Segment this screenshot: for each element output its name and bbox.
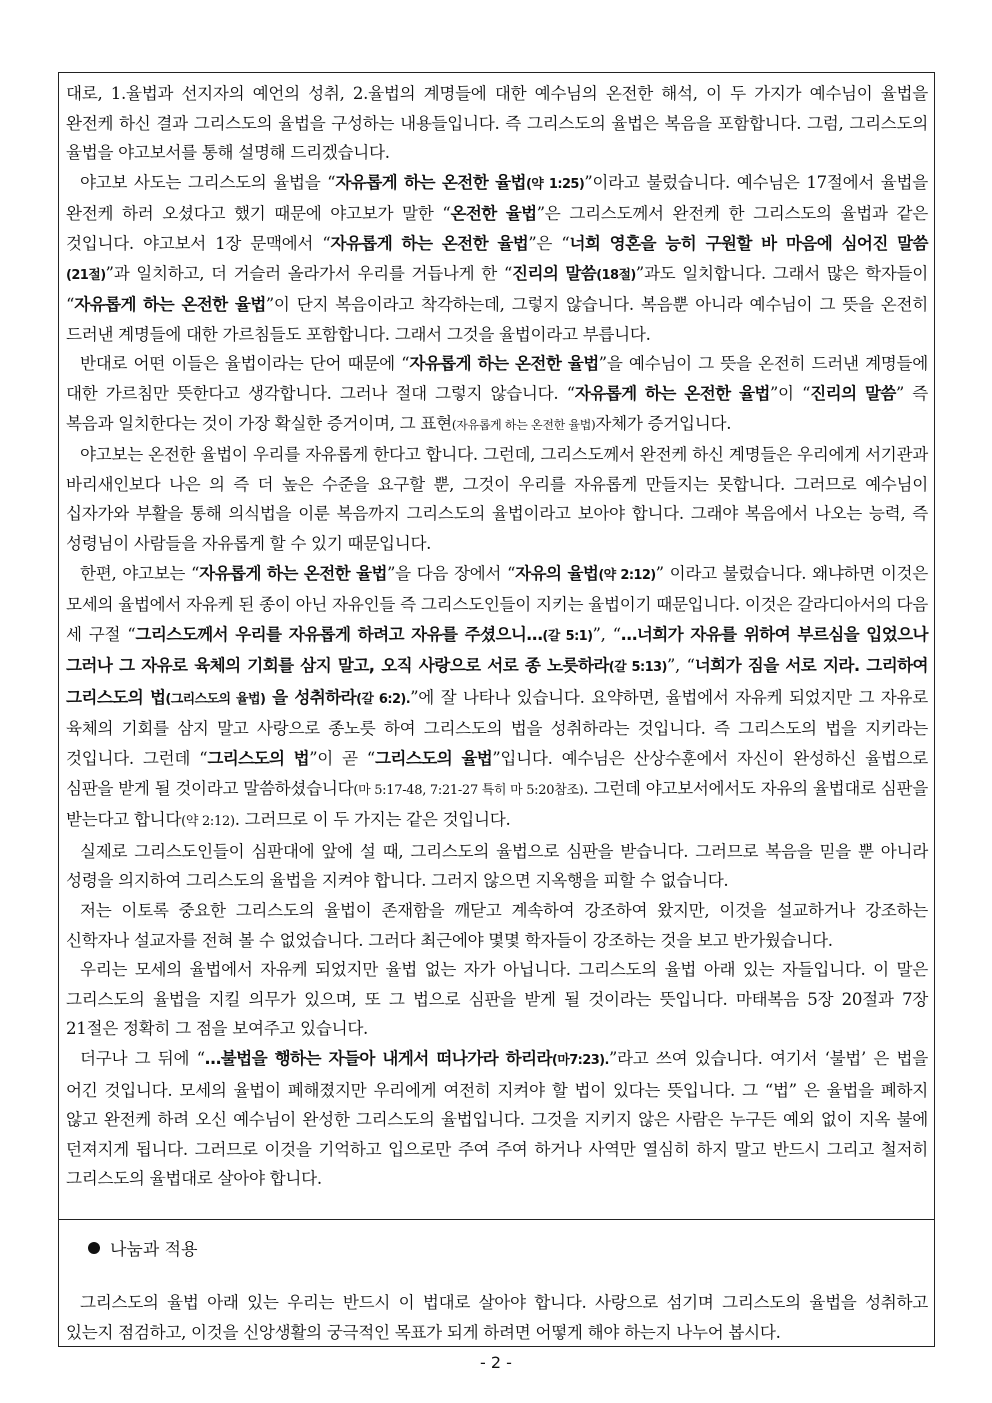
body-paragraph — [66, 896, 928, 955]
paragraph-text: ”은 “ — [528, 233, 570, 253]
paragraph-text: ”과도 일치합니다. 그래서 많은 학자들이 “ — [66, 263, 928, 315]
bullet-icon — [88, 1242, 100, 1254]
section-divider — [58, 1219, 935, 1220]
paragraph-text: ” 즉 복음과 일치한다는 것이 가장 확실한 증거이며, 그 표현 — [66, 383, 928, 433]
paragraph-text: 야고보는 온전한 율법이 우리를 자유롭게 한다고 합니다. 그런데, 그리스도께서 완전케 하신 계명들은 우리에게 서기관과 바리새인보다 나은 의 즉 더 높은 수준을 요구할 뿐, 그것이 우리를 자유롭게 만들지는 못합니다. 그러므로 예수님이 십자가와 부활을 통해 의식법을 이룬 복음까지 그리스도의 율법이라고 보아야 합니다. 그래야 복음에서 나오는 능력, 즉 성령님이 사람들을 자유롭게 할 수 있기 때문입니다. — [66, 445, 928, 553]
main-text-body — [66, 79, 928, 1194]
emphasis-text: 진리의 말씀 — [810, 383, 896, 403]
reference-text: (마 5:17-48, 7:21-27 특히 마 5:20참조) — [353, 782, 584, 798]
emphasis-text: (약 2:12) — [598, 567, 656, 583]
emphasis-text: 그리스도께서 우리를 자유롭게 하려고 자유를 주셨으니… — [135, 624, 543, 644]
emphasis-text: (그리스도의 율법) — [165, 691, 266, 707]
section-heading — [88, 1235, 198, 1265]
paragraph-text: ” 이라고 불렀습니다. 왜냐하면 이것은 모세의 율법에서 자유케 된 종이 아닌 자유인들 즉 그리스도인들이 지키는 율법이기 때문입니다. 이것은 갈라디아서의 다음 세 구절 “ — [66, 563, 929, 644]
body-paragraph — [66, 440, 928, 558]
paragraph-text: ”, “ — [592, 624, 621, 644]
body-paragraph — [66, 955, 928, 1044]
emphasis-text: (갈 6:2). — [356, 691, 411, 707]
body-paragraph — [66, 559, 928, 837]
paragraph-text: ”에 잘 나타나 있습니다. 요약하면, 율법에서 자유케 되었지만 그 자유로 육체의 기회를 삼지 말고 사랑으로 종노릇 하여 그리스도의 법을 성취하라는 것입니다. 즉 그리스도의 법을 지키라는 것입니다. 그런데 “ — [66, 687, 928, 769]
emphasis-text: (갈 5:13) — [608, 660, 667, 676]
paragraph-text: ”입니다. 예수님은 산상수훈에서 자신이 완성하신 율법으로 심판을 받게 될 것이라고 말씀하셨습니다 — [66, 749, 929, 798]
emphasis-text: 자유롭게 하는 온전한 율법 — [409, 354, 599, 374]
body-paragraph — [66, 79, 928, 168]
emphasis-text: 자유롭게 하는 온전한 율법 — [199, 563, 387, 583]
body-paragraph — [66, 168, 928, 350]
paragraph-text: ”, “ — [666, 656, 695, 676]
paragraph-text: ”을 다음 장에서 “ — [386, 563, 516, 583]
paragraph-text: ”과 일치하고, 더 거슬러 올라가서 우리를 거듭나게 한 “ — [105, 263, 513, 283]
emphasis-text: 진리의 말씀 — [512, 263, 597, 283]
body-paragraph — [66, 349, 928, 440]
emphasis-text: 그리스도의 율법 — [375, 749, 493, 769]
paragraph-text: 대로, 1.율법과 선지자의 예언의 성취, 2.율법의 계명들에 대한 예수님의 온전한 해석, 이 두 가지가 예수님이 율법을 완전케 하신 결과 그리스도의 율법을 구성하는 내용들입니다. 즉 그리스도의 율법은 복음을 포함합니다. 그럼, 그리스도의 율법을 야고보서를 통해 설명해 드리겠습니다. — [66, 84, 928, 163]
emphasis-text: 자유롭게 하는 온전한 율법 — [330, 233, 529, 253]
body-paragraph — [66, 1044, 928, 1194]
paragraph-text: 반대로 어떤 이들은 율법이라는 단어 때문에 “ — [80, 354, 410, 374]
emphasis-text: 자유롭게 하는 온전한 율법 — [574, 383, 770, 403]
emphasis-text: 자유롭게 하는 온전한 율법 — [74, 295, 266, 315]
application-section — [66, 1288, 928, 1347]
paragraph-text: 우리는 모세의 율법에서 자유케 되었지만 율법 없는 자가 아닙니다. 그리스도의 율법 아래 있는 자들입니다. 이 말은 그리스도의 율법을 지킬 의무가 있으며, 또 그 법으로 심판을 받게 될 것이라는 뜻입니다. 마태복음 5장 20절과 7장 21절은 정확히 그 점을 보여주고 있습니다. — [66, 960, 928, 1039]
emphasis-text: 온전한 율법 — [450, 204, 537, 224]
paragraph-text: ”이라고 불렀습니다. 예수님은 17절에서 율법을 완전케 하러 오셨다고 했기 때문에 야고보가 말한 “ — [66, 172, 928, 224]
emphasis-text: 그리스도의 법 — [207, 749, 310, 769]
paragraph-text: ”라고 쓰여 있습니다. 여기서 ‘불법’ 은 법을 어긴 것입니다. 모세의 율법이 폐해졌지만 우리에게 여전히 지켜야 할 법이 있다는 뜻입니다. 그 “법” 은 율법을 폐하지 않고 완전케 하려 오신 예수님이 완성한 그리스도의 율법입니다. 그것을 지키지 않은 사람은 누구든 예외 없이 지옥 불에 던져지게 됩니다. 그러므로 이것을 기억하고 입으로만 주여 주여 하거나 사역만 열심히 하지 말고 반드시 그리고 철저히 그리스도의 율법대로 살아야 합니다. — [66, 1049, 928, 1189]
paragraph-text: ”이 “ — [769, 383, 811, 403]
emphasis-text: 을 성취하라 — [265, 687, 357, 707]
paragraph-text: ”이 단지 복음이라고 착각하는데, 그렇지 않습니다. 복음뿐 아니라 예수님이 그 뜻을 온전히 드러낸 계명들에 대한 가르침들도 포함합니다. 그래서 그것을 율법이라고 부릅니다. — [66, 295, 928, 344]
reference-text: (약 2:12) — [181, 814, 235, 830]
reference-text: (자유롭게 하는 온전한 율법) — [451, 417, 596, 432]
paragraph-text: . 그런데 야고보서에서도 자유의 율법대로 심판을 받는다고 합니다 — [66, 778, 928, 830]
emphasis-text: 너희 영혼을 능히 구원할 바 마음에 심어진 말씀 — [569, 233, 928, 253]
paragraph-text: ”을 예수님이 그 뜻을 온전히 드러낸 계명들에 대한 가르침만 뜻한다고 생각합니다. 그러나 절대 그렇지 않습니다. “ — [66, 354, 928, 403]
emphasis-text: 자유롭게 하는 온전한 율법 — [335, 172, 526, 192]
paragraph-text: ”이 곧 “ — [309, 749, 375, 769]
emphasis-text: …불법을 행하는 자들아 내게서 떠나가라 하리라 — [204, 1049, 552, 1068]
emphasis-text: (21절) — [66, 267, 106, 283]
emphasis-text: (마7:23). — [551, 1053, 609, 1068]
section-heading-label: 나눔과 적용 — [110, 1240, 198, 1260]
paragraph-text: 실제로 그리스도인들이 심판대에 앞에 설 때, 그리스도의 율법으로 심판을 받습니다. 그러므로 복음을 믿을 뿐 아니라 성령을 의지하여 그리스도의 율법을 지켜야 합니다. 그러지 않으면 지옥행을 피할 수 없습니다. — [66, 841, 928, 891]
emphasis-text: 너희가 짐을 서로 지라. 그리하여 그리스도의 법 — [66, 656, 928, 707]
paragraph-text: 야고보 사도는 그리스도의 율법을 “ — [80, 172, 336, 192]
emphasis-text: (갈 5:1) — [542, 628, 593, 644]
emphasis-text: 자유의 율법 — [515, 563, 599, 583]
page-number: - 2 - — [480, 1353, 512, 1372]
body-paragraph — [66, 837, 928, 896]
paragraph-text: . 그러므로 이 두 가지는 같은 것입니다. — [234, 810, 511, 830]
paragraph-text: ”은 그리스도께서 완전케 한 그리스도의 율법과 같은 것입니다. 야고보서 1장 문맥에서 “ — [66, 204, 928, 253]
emphasis-text: (약 1:25) — [525, 176, 585, 192]
emphasis-text: (18절) — [596, 267, 636, 283]
paragraph-text: 한편, 야고보는 “ — [80, 563, 200, 583]
emphasis-text: …너희가 자유를 위하여 부르심을 입었으나 그러나 그 자유로 육체의 기회를 삼지 말고, 오직 사랑으로 서로 종 노릇하라 — [66, 624, 928, 676]
paragraph-text: 더구나 그 뒤에 “ — [80, 1049, 205, 1068]
paragraph-text: 저는 이토록 중요한 그리스도의 율법이 존재함을 깨닫고 계속하여 강조하여 왔지만, 이것을 설교하거나 강조하는 신학자나 설교자를 전혀 볼 수 없었습니다. 그러다 최근에야 몇몇 학자들이 강조하는 것을 보고 반가웠습니다. — [66, 901, 928, 950]
paragraph-text: 자체가 증거입니다. — [595, 413, 732, 433]
application-paragraph: 그리스도의 율법 아래 있는 우리는 반드시 이 법대로 살아야 합니다. 사랑으로 섬기며 그리스도의 율법을 성취하고 있는지 점검하고, 이것을 신앙생활의 궁극적인 목표가 되게 하려면 어떻게 해야 하는지 나누어 봅시다. — [66, 1293, 928, 1342]
